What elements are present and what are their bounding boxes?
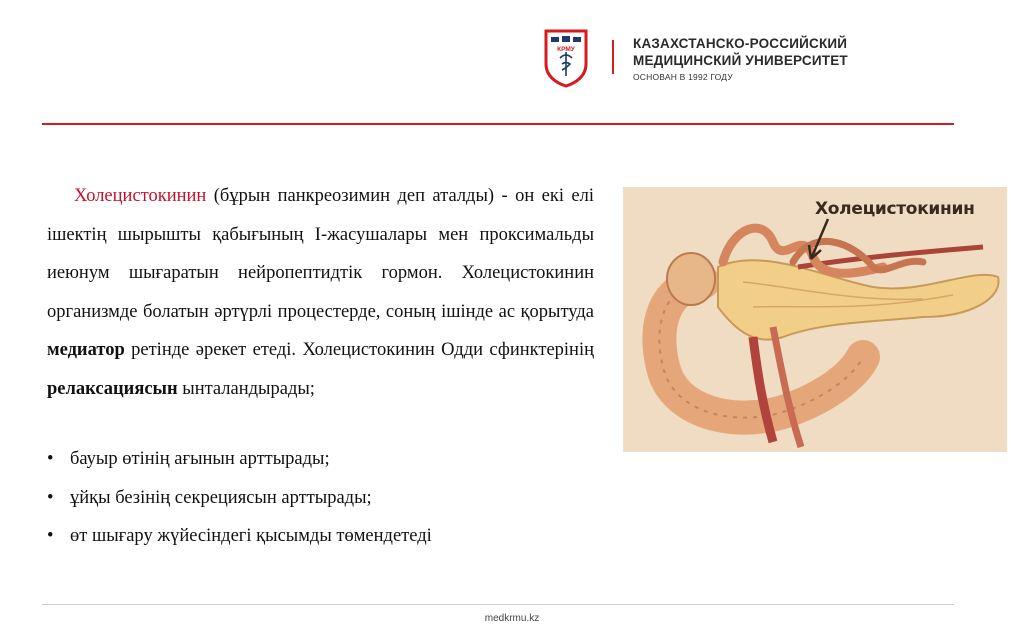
bullet-text: бауыр өтінің ағынын арттырады; — [70, 449, 330, 469]
bold-term-relaxation: релаксациясын — [47, 378, 178, 399]
paragraph-text-1: (бұрын панкреозимин деп аталды) - он екі елі ішектің шырышты қабығының I-жасушалары мен проксимальды иеюнум шығаратын нейропептидтік гормон. Холецистокинин организмде болатын әртүрлі процестерде, соның ішінде ас қорытуда — [47, 186, 594, 322]
bullet-icon: • — [47, 526, 54, 546]
founded-caption: ОСНОВАН В 1992 ГОДУ — [633, 72, 733, 82]
bullet-text: өт шығару жүйесіндегі қысымды төмендетеді — [70, 526, 432, 546]
bullet-text: ұйқы безінің секрециясын арттырады; — [70, 487, 372, 508]
bullet-list — [47, 440, 607, 556]
term-highlight: Холецистокинин — [74, 186, 207, 206]
main-paragraph — [47, 177, 594, 408]
header-rule — [42, 123, 954, 125]
bullet-icon: • — [47, 487, 54, 508]
university-name — [633, 35, 848, 69]
list-item — [47, 479, 607, 518]
paragraph-text-3: ынталандырады; — [177, 378, 315, 399]
footer-rule — [42, 604, 954, 605]
anatomy-illustration — [623, 187, 1007, 452]
bullet-icon: • — [47, 449, 54, 469]
university-name-line1: КАЗАХСТАНСКО-РОССИЙСКИЙ — [633, 36, 848, 51]
paragraph-text-2: ретінде әрекет етеді. Холецистокинин Одди сфинктерінің — [124, 340, 594, 360]
logo-text: КРМУ — [557, 46, 575, 53]
illustration-label: Холецистокинин — [815, 199, 975, 219]
footer-url[interactable]: medkrmu.kz — [484, 613, 540, 624]
university-logo — [543, 28, 589, 88]
list-item — [47, 517, 607, 556]
bold-term-mediator: медиатор — [47, 340, 125, 360]
list-item — [47, 440, 607, 479]
header-divider — [612, 40, 614, 74]
university-name-line2: МЕДИЦИНСКИЙ УНИВЕРСИТЕТ — [633, 53, 848, 68]
